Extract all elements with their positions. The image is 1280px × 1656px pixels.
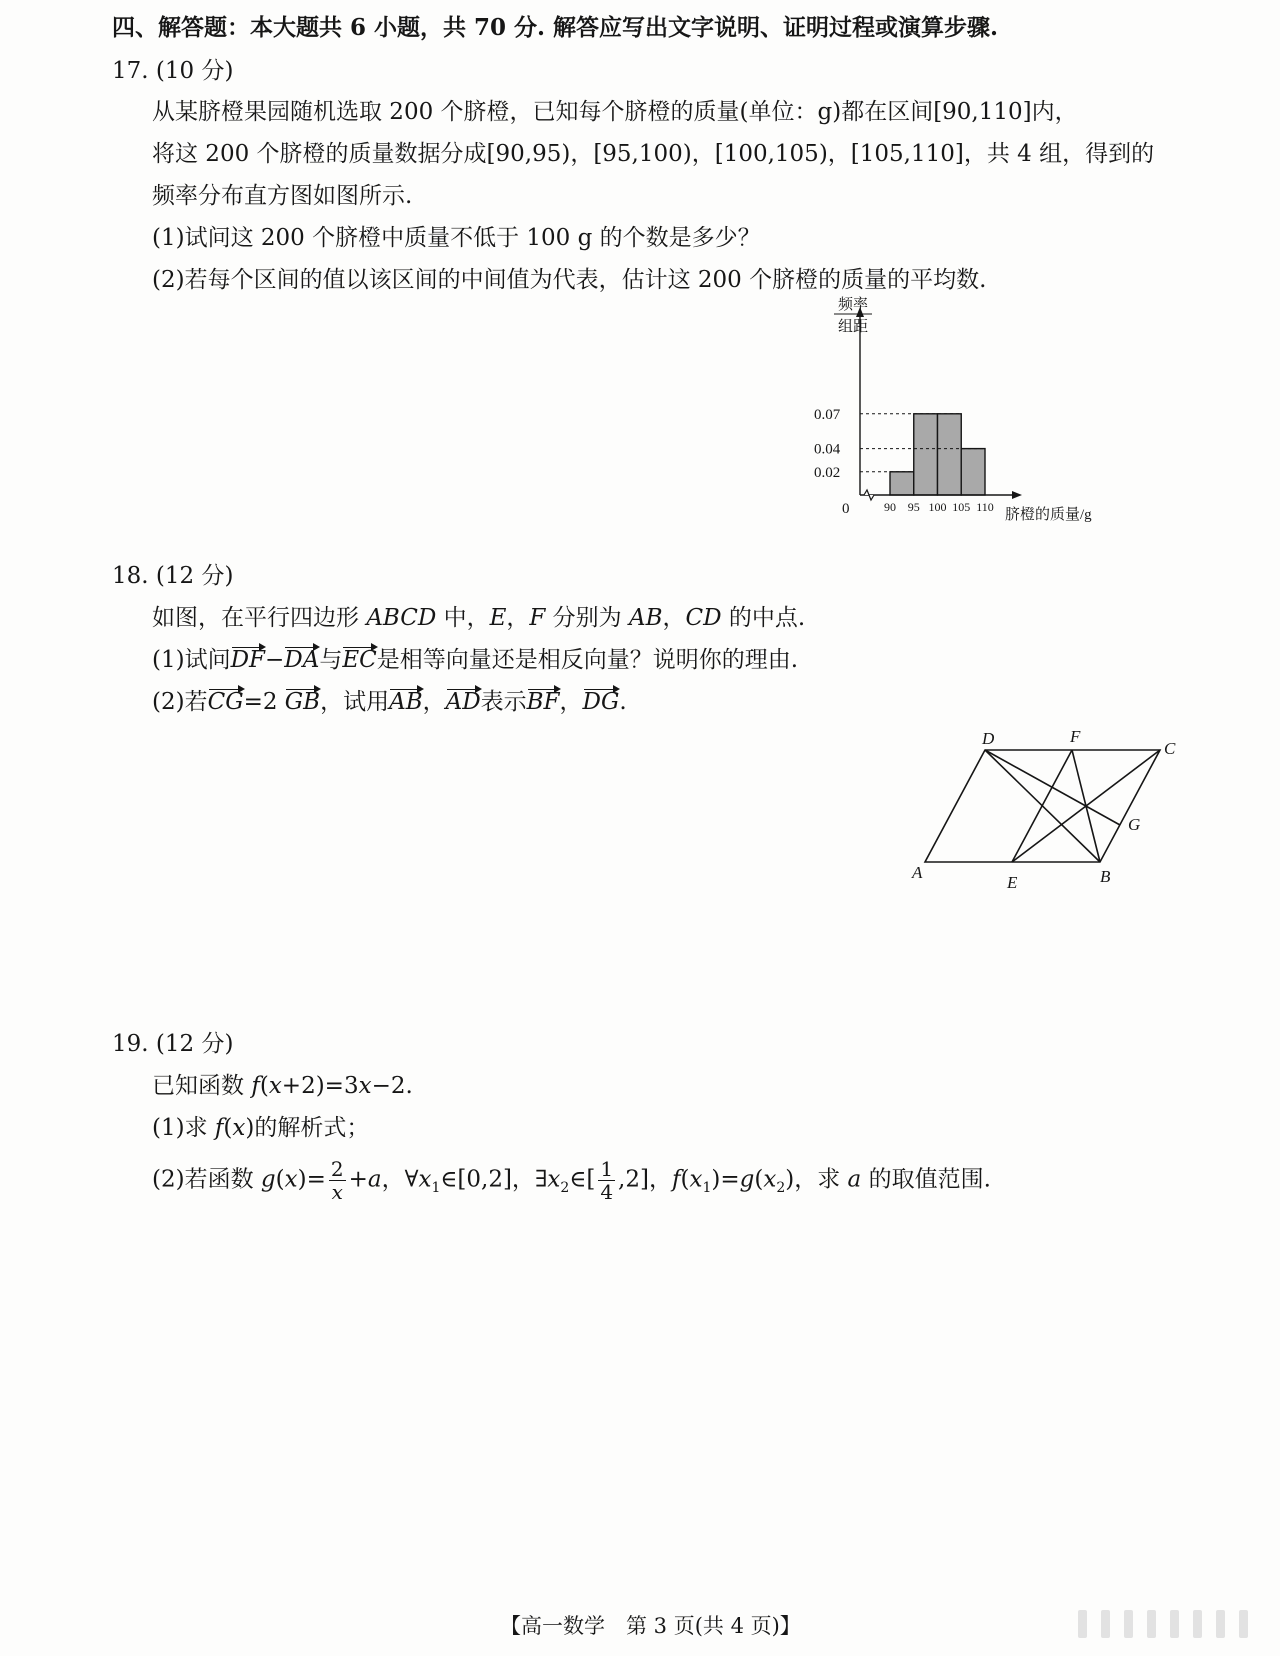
point-label-f: F [1070, 727, 1081, 746]
q17-part-1: (1)试问这 200 个脐橙中质量不低于 100 g 的个数是多少？ [152, 225, 761, 251]
q19-text: 的取值范围. [861, 1166, 991, 1193]
fraction-denominator: 4 [600, 1180, 614, 1204]
origin-label: 0 [842, 501, 850, 517]
vector-ad: AD [446, 686, 481, 718]
q19-subscript: 2 [776, 1180, 786, 1197]
q18-text: 如图，在平行四边形 [152, 605, 367, 631]
q18-text: ， [559, 689, 583, 715]
q19-text: ( [223, 1115, 233, 1141]
q19-text: +2)=3 [281, 1073, 359, 1099]
q18-math: ABCD [366, 605, 437, 631]
q19-subscript: 2 [560, 1180, 570, 1197]
x-tick-label: 90 [884, 500, 896, 514]
q19-math: x [547, 1166, 561, 1193]
q18-text: 与 [319, 647, 343, 673]
point-label-e: E [1007, 873, 1018, 892]
histogram-bar [938, 414, 962, 495]
histogram-bar [890, 472, 914, 495]
point-label-c: C [1164, 739, 1176, 758]
q19-math: g [739, 1166, 755, 1193]
q18-part-1 [152, 644, 798, 676]
q19-text: ( [259, 1073, 269, 1099]
q19-math: x [763, 1166, 777, 1193]
q19-text: )，求 [785, 1166, 848, 1193]
scan-mark [1239, 1610, 1248, 1638]
q18-text: − [265, 647, 285, 673]
q19-math: x [358, 1073, 372, 1099]
q19-math: x [418, 1166, 432, 1193]
q19-text: ,2]， [618, 1166, 672, 1193]
q19-math: g [260, 1166, 276, 1193]
vector-df: DF [231, 644, 265, 676]
q19-math: f [671, 1166, 681, 1193]
q19-math: x [232, 1115, 246, 1141]
x-tick-label: 105 [952, 500, 971, 514]
q18-text: 表示 [480, 689, 527, 715]
q18-text: 是相等向量还是相反向量？说明你的理由. [376, 647, 799, 673]
scan-mark [1216, 1610, 1225, 1638]
q18-stem [152, 602, 805, 634]
q19-math: a [847, 1166, 862, 1193]
vector-ec: EC [342, 644, 376, 676]
axis-break [864, 490, 874, 500]
q19-part-1 [152, 1112, 369, 1144]
q17-stem-line-2: 将这 200 个脐橙的质量数据分成[90,95)，[95,100)，[100,105)，[105,110]，共 4 组，得到的 [152, 141, 1155, 167]
q19-math: x [689, 1166, 703, 1193]
parallelogram-figure [912, 727, 1190, 892]
x-axis-label: 脐橙的质量/g [1005, 507, 1092, 523]
x-axis-arrow [1012, 491, 1022, 499]
q19-text: )= [297, 1166, 326, 1193]
q19-math: a [367, 1166, 382, 1193]
q19-text: ( [680, 1166, 690, 1193]
q19-text: )= [711, 1166, 740, 1193]
q19-text: (1)求 [152, 1115, 215, 1141]
q19-text: )的解析式； [245, 1115, 370, 1141]
vector-bf: BF [527, 686, 560, 718]
q17-part-2: (2)若每个区间的值以该区间的中间值为代表，估计这 200 个脐橙的质量的平均数. [152, 267, 987, 293]
y-tick-label: 0.04 [814, 441, 841, 458]
q19-text: ( [754, 1166, 764, 1193]
scan-mark [1078, 1610, 1087, 1638]
q19-part-2 [152, 1158, 991, 1204]
point-label-d: D [982, 729, 995, 748]
q19-math: x [268, 1073, 282, 1099]
q18-math: CD [685, 605, 722, 631]
q18-math: AB [629, 605, 663, 631]
page-footer: 【高一数学 第 3 页(共 4 页)】 [500, 1614, 801, 1638]
q18-text: (1)试问 [152, 647, 231, 673]
scan-mark [1170, 1610, 1179, 1638]
segment-dg [985, 750, 1120, 825]
q18-text: ， [662, 605, 686, 631]
y-axis-label-denominator: 组距 [838, 319, 869, 335]
y-axis-label-numerator: 频率 [838, 297, 869, 313]
q19-given [152, 1070, 413, 1102]
q19-text: (2)若函数 [152, 1166, 261, 1193]
q19-subscript: 1 [702, 1180, 712, 1197]
q17-number: 17. (10 分) [112, 58, 234, 84]
q19-text: ( [275, 1166, 285, 1193]
q18-text: ， [506, 605, 530, 631]
scan-mark [1193, 1610, 1202, 1638]
fraction-2-over-x [329, 1158, 346, 1203]
section-header: 四、解答题：本大题共 6 小题，共 70 分. 解答应写出文字说明、证明过程或演算步骤. [112, 14, 999, 41]
histogram-bar [961, 449, 985, 495]
vector-dg: DG [583, 686, 620, 718]
q18-text: (2)若 [152, 689, 208, 715]
q19-math: x [284, 1166, 298, 1193]
q18-text: ， [422, 689, 446, 715]
q19-text: −2. [371, 1073, 413, 1099]
histogram-layer [814, 296, 1092, 523]
x-tick-label: 100 [928, 500, 947, 514]
q19-text: ∈[ [569, 1166, 596, 1193]
q18-text: ，试用 [320, 689, 390, 715]
point-label-b: B [1100, 867, 1111, 886]
vector-ab: AB [389, 686, 423, 718]
segment-ef [1012, 750, 1072, 862]
point-label-g: G [1128, 815, 1141, 834]
q18-math: E [489, 605, 507, 631]
q19-math: f [251, 1073, 260, 1099]
q18-text: 的中点. [721, 605, 806, 631]
vector-da: DA [284, 644, 319, 676]
x-tick-label: 95 [907, 500, 920, 514]
q19-subscript: 1 [431, 1180, 441, 1197]
q18-math: F [529, 605, 546, 631]
y-tick-label: 0.07 [814, 406, 841, 423]
q19-text: 已知函数 [152, 1073, 252, 1099]
q18-text: =2 [243, 689, 285, 715]
scan-mark [1101, 1610, 1110, 1638]
q18-text: . [619, 689, 627, 715]
q19-text: ，∀ [381, 1166, 419, 1193]
fraction-numerator: 2 [330, 1157, 344, 1181]
histogram-bar [914, 414, 938, 495]
q18-text: 中， [436, 605, 490, 631]
q18-number: 18. (12 分) [112, 563, 234, 589]
x-tick-label: 110 [976, 500, 994, 514]
q19-number: 19. (12 分) [112, 1031, 234, 1057]
q17-stem-line-1: 从某脐橙果园随机选取 200 个脐橙，已知每个脐橙的质量(单位：g)都在区间[90,110]内， [152, 99, 1078, 125]
q19-math: f [214, 1115, 224, 1141]
y-tick-label: 0.02 [814, 464, 841, 481]
histogram-chart [814, 295, 1210, 555]
q18-text: 分别为 [545, 605, 629, 631]
fraction-1-over-4 [598, 1158, 615, 1203]
q19-text: ∈[0,2]，∃ [440, 1166, 548, 1193]
vector-cg: CG [208, 686, 244, 718]
point-label-a: A [912, 863, 923, 882]
q19-text: + [348, 1166, 368, 1193]
scan-margin-marks [1078, 1610, 1248, 1638]
fraction-numerator: 1 [600, 1157, 614, 1181]
vector-gb: GB [285, 686, 320, 718]
q18-part-2 [152, 686, 627, 718]
scan-mark [1147, 1610, 1156, 1638]
scan-mark [1124, 1610, 1133, 1638]
q17-stem-line-3: 频率分布直方图如图所示. [152, 183, 413, 209]
fraction-denominator: x [331, 1180, 343, 1204]
